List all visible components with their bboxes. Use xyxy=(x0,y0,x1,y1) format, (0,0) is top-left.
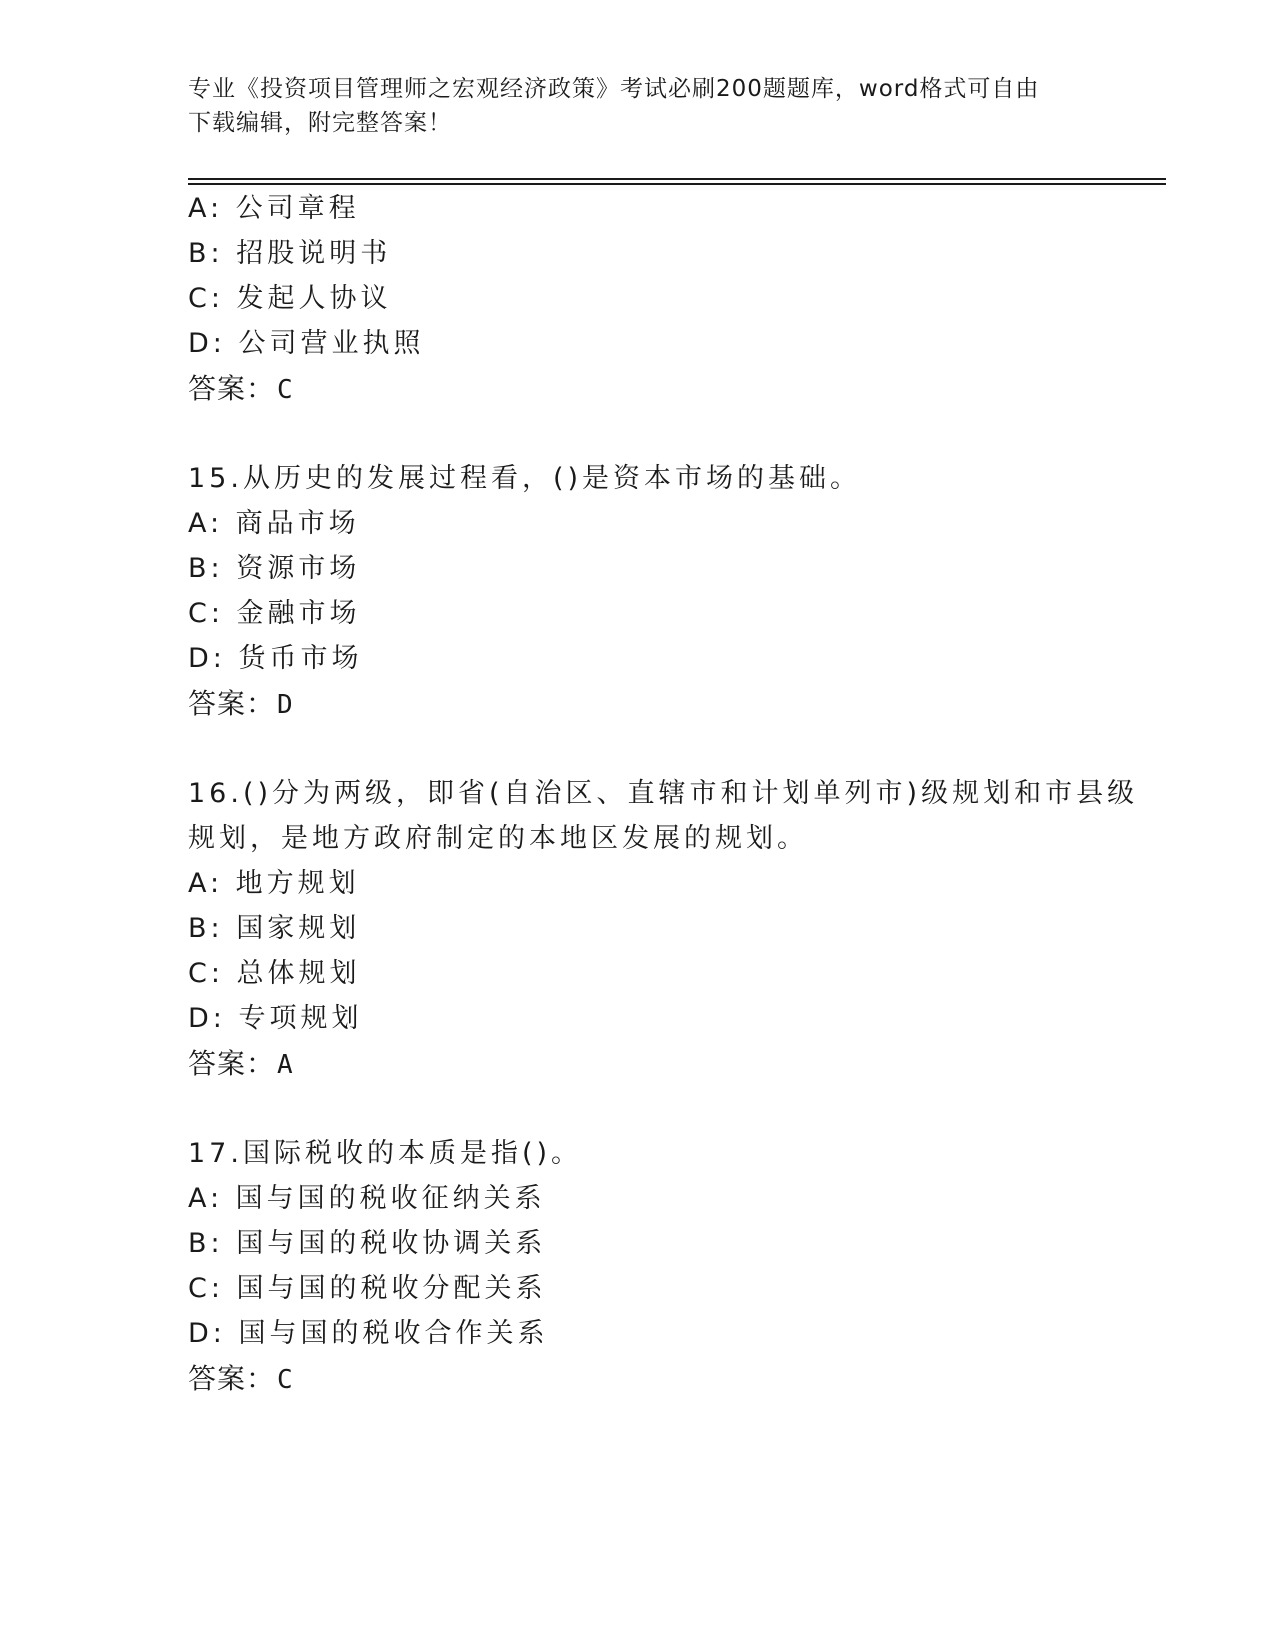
q16-option-c: C: 总体规划 xyxy=(188,958,361,989)
q16-answer-value: A xyxy=(277,1050,294,1080)
q16-stem-line-1: 16.()分为两级，即省(自治区、直辖市和计划单列市)级规划和市县级 xyxy=(188,778,1139,809)
q15-stem: 15.从历史的发展过程看，()是资本市场的基础。 xyxy=(188,463,862,494)
q17-option-a: A: 国与国的税收征纳关系 xyxy=(188,1183,546,1214)
q16-answer-label: 答案： xyxy=(188,1047,276,1080)
q15-option-a: A: 商品市场 xyxy=(188,508,360,539)
q15-answer-label: 答案： xyxy=(188,687,276,720)
q15-answer xyxy=(188,688,294,721)
q14-option-d: D: 公司营业执照 xyxy=(188,328,425,359)
q17-answer xyxy=(188,1363,294,1396)
q17-option-c: C: 国与国的税收分配关系 xyxy=(188,1273,547,1304)
q16-option-d: D: 专项规划 xyxy=(188,1003,363,1034)
q14-option-a: A: 公司章程 xyxy=(188,193,360,224)
q14-option-c: C: 发起人协议 xyxy=(188,283,392,314)
q14-option-b: B: 招股说明书 xyxy=(188,238,392,269)
q14-answer xyxy=(188,373,294,406)
q17-option-b: B: 国与国的税收协调关系 xyxy=(188,1228,547,1259)
header-line-2: 下载编辑，附完整答案！ xyxy=(188,110,452,136)
q14-answer-label: 答案： xyxy=(188,372,276,405)
q15-option-b: B: 资源市场 xyxy=(188,553,361,584)
document-header xyxy=(188,72,1088,140)
q16-option-b: B: 国家规划 xyxy=(188,913,361,944)
q17-answer-value: C xyxy=(277,1365,294,1395)
header-divider-bottom xyxy=(188,183,1166,185)
q17-stem: 17.国际税收的本质是指()。 xyxy=(188,1138,583,1169)
q16-answer xyxy=(188,1048,294,1081)
q17-option-d: D: 国与国的税收合作关系 xyxy=(188,1318,549,1349)
q16-option-a: A: 地方规划 xyxy=(188,868,360,899)
q15-option-d: D: 货币市场 xyxy=(188,643,363,674)
q14-answer-value: C xyxy=(277,375,294,405)
header-divider-top xyxy=(188,178,1166,180)
q15-answer-value: D xyxy=(277,690,294,720)
q15-option-c: C: 金融市场 xyxy=(188,598,361,629)
q17-answer-label: 答案： xyxy=(188,1362,276,1395)
q16-stem-line-2: 规划，是地方政府制定的本地区发展的规划。 xyxy=(188,823,808,854)
header-line-1: 专业《投资项目管理师之宏观经济政策》考试必刷200题题库，word格式可自由 xyxy=(188,76,1040,102)
